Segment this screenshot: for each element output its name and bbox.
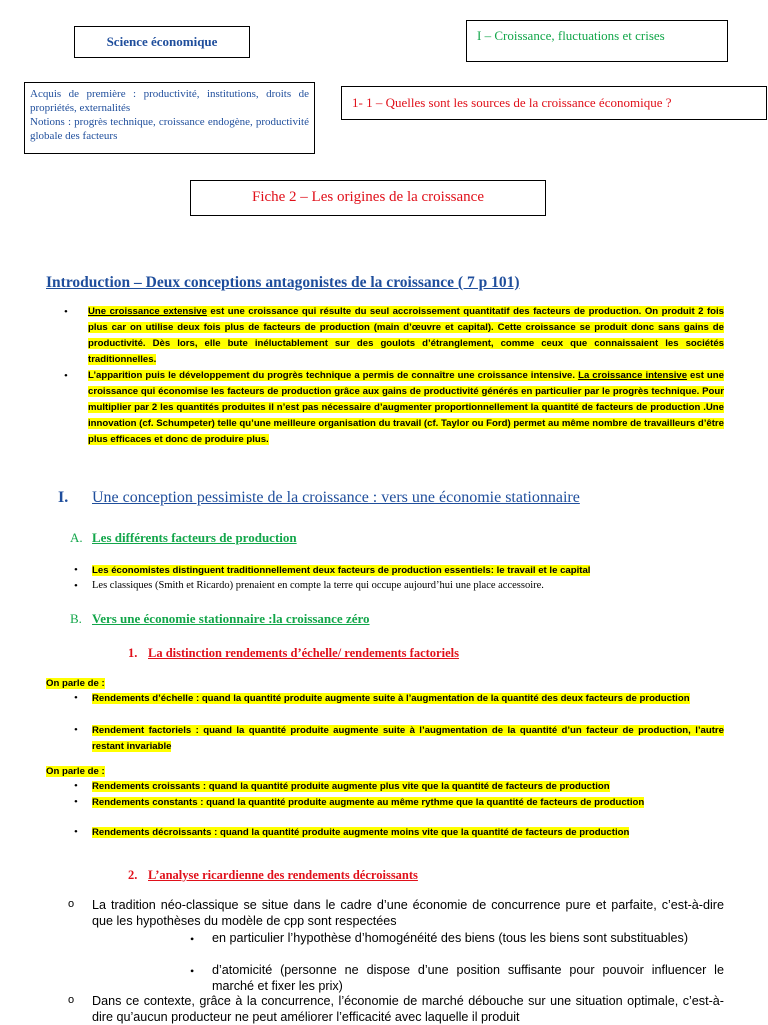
bullet-icon: • — [74, 692, 78, 704]
term-intensive: La croissance intensive — [578, 370, 688, 381]
intensive-definition: est une croissance qui économise les facteurs de production grâce aux gains de productivité générés en particulier par le progrès technique. Pour multiplier par 2 les quantités produites il n’est pas nécessaire d’augmenter proportionnellement la quantité de facteurs de production .Une innovation (cf. Schumpeter) telle qu’une meilleure organisation du travail (cf. Taylor ou Ford) permet au même nombre de travailleurs d’être plus efficaces et donc de produire plus. — [88, 370, 724, 445]
subject-box — [74, 26, 250, 58]
bullet-icon: • — [74, 564, 78, 576]
on-parle-de-2 — [46, 764, 105, 780]
section-1-title: Une conception pessimiste de la croissance : vers une économie stationnaire — [92, 489, 580, 506]
chapter-box — [466, 20, 728, 62]
bullet-icon: • — [74, 796, 78, 808]
returns-decreasing-text: Rendements décroissants : quand la quantité produite augmente moins vite que la quantité de facteurs de production — [92, 827, 630, 838]
subsection-b-title: Vers une économie stationnaire :la croissance zéro — [92, 611, 370, 626]
neoclassical-paragraph: La tradition néo-classique se situe dans le cadre d’une économie de concurrence pure et parfaite, c’est-à-dire que les hypothèses du modèle de cpp sont respectées — [92, 898, 724, 928]
point-1-number: 1. — [128, 646, 138, 660]
bullet-icon: • — [190, 932, 195, 946]
subsection-b-number: B. — [70, 611, 82, 626]
atomicity-item: d’atomicité (personne ne dispose d’une position suffisante pour pouvoir influencer le marché et fixer les prix) — [212, 963, 724, 993]
returns-increasing-item — [92, 779, 724, 795]
returns-factor-item — [92, 723, 724, 755]
returns-scale-item — [92, 691, 724, 707]
fiche-box — [190, 180, 546, 216]
term-extensive: Une croissance extensive — [88, 306, 207, 317]
chapter-label: I – Croissance, fluctuations et crises — [477, 28, 665, 43]
notions-text: Notions : progrès technique, croissance endogène, productivité globale des facteurs — [30, 116, 309, 142]
bullet-icon: • — [64, 306, 68, 318]
bullet-icon: • — [74, 724, 78, 736]
on-parle-de-1 — [46, 676, 105, 692]
circle-bullet-icon: o — [68, 994, 75, 1006]
subsection-a-number: A. — [70, 530, 83, 545]
intro-heading: Introduction – Deux conceptions antagonistes de la croissance ( 7 p 101) — [46, 274, 520, 291]
returns-increasing-text: Rendements croissants : quand la quantité produite augmente plus vite que la quantité de facteurs de production — [92, 781, 610, 792]
bullet-icon: • — [190, 964, 195, 978]
bullet-icon: • — [74, 780, 78, 792]
returns-constant-text: Rendements constants : quand la quantité produite augmente au même rythme que la quantité de facteurs de production — [92, 797, 645, 808]
market-optimum-paragraph: Dans ce contexte, grâce à la concurrence, l’économie de marché débouche sur une situation optimale, c’est-à-dire qu’aucun producteur ne peut améliorer l’efficacité avec laquelle il produit — [92, 994, 724, 1024]
point-2-title: L’analyse ricardienne des rendements décroissants — [148, 868, 418, 882]
intro-paragraph-intensive — [88, 368, 724, 448]
intro-paragraph-extensive — [88, 304, 724, 368]
returns-decreasing-item — [92, 825, 724, 841]
intensive-lead: L’apparition puis le développement du progrès technique a permis de connaître une croissance intensive. — [88, 370, 579, 381]
factors-bullet-1 — [92, 563, 590, 579]
question-box — [341, 86, 767, 120]
on-parle-label-2: On parle de : — [46, 766, 105, 777]
bullet-icon: • — [74, 826, 78, 838]
subsection-a-title: Les différents facteurs de production — [92, 530, 297, 545]
returns-factor-text: Rendement factoriels : quand la quantité produite augmente suite à l’augmentation de la quantité d’un facteur de production, l’autre restant invariable — [92, 725, 724, 752]
point-1-title: La distinction rendements d’échelle/ rendements factoriels — [148, 646, 459, 660]
bullet-icon: • — [74, 580, 78, 592]
fiche-title: Fiche 2 – Les origines de la croissance — [251, 189, 484, 205]
on-parle-label-1: On parle de : — [46, 678, 105, 689]
returns-constant-item — [92, 795, 724, 811]
factors-bullet-2: Les classiques (Smith et Ricardo) prenaient en compte la terre qui occupe aujourd’hui une place accessoire. — [92, 580, 544, 591]
prerequisites-box — [24, 82, 315, 154]
subject-label: Science économique — [106, 34, 218, 49]
bullet-icon: • — [64, 370, 68, 382]
factors-text-1: Les économistes distinguent traditionnellement deux facteurs de production essentiels: le travail et le capital — [92, 565, 591, 576]
circle-bullet-icon: o — [68, 898, 75, 910]
section-1-number: I. — [58, 489, 69, 506]
homogeneity-item: en particulier l’hypothèse d’homogénéité des biens (tous les biens sont substituables) — [212, 931, 689, 945]
question-label: 1- 1 – Quelles sont les sources de la croissance économique ? — [352, 95, 672, 110]
extensive-definition: est une croissance qui résulte du seul accroissement quantitatif des facteurs de production. On produit 2 fois plus car on utilise deux fois plus de facteurs de production (main d’œuvre et capital). Cette croissance se produit donc sans gains de productivité. Dès lors, elle bute inéluctablement sur des goulots d’étranglement, comme ceux que connaissaient les sociétés traditionnelles. — [88, 306, 724, 365]
returns-scale-text: Rendements d’échelle : quand la quantité produite augmente suite à l’augmentation de la quantité des deux facteurs de production — [92, 693, 690, 704]
acquis-text: Acquis de première : productivité, institutions, droits de propriétés, externalités — [30, 88, 309, 114]
point-2-number: 2. — [128, 868, 138, 882]
